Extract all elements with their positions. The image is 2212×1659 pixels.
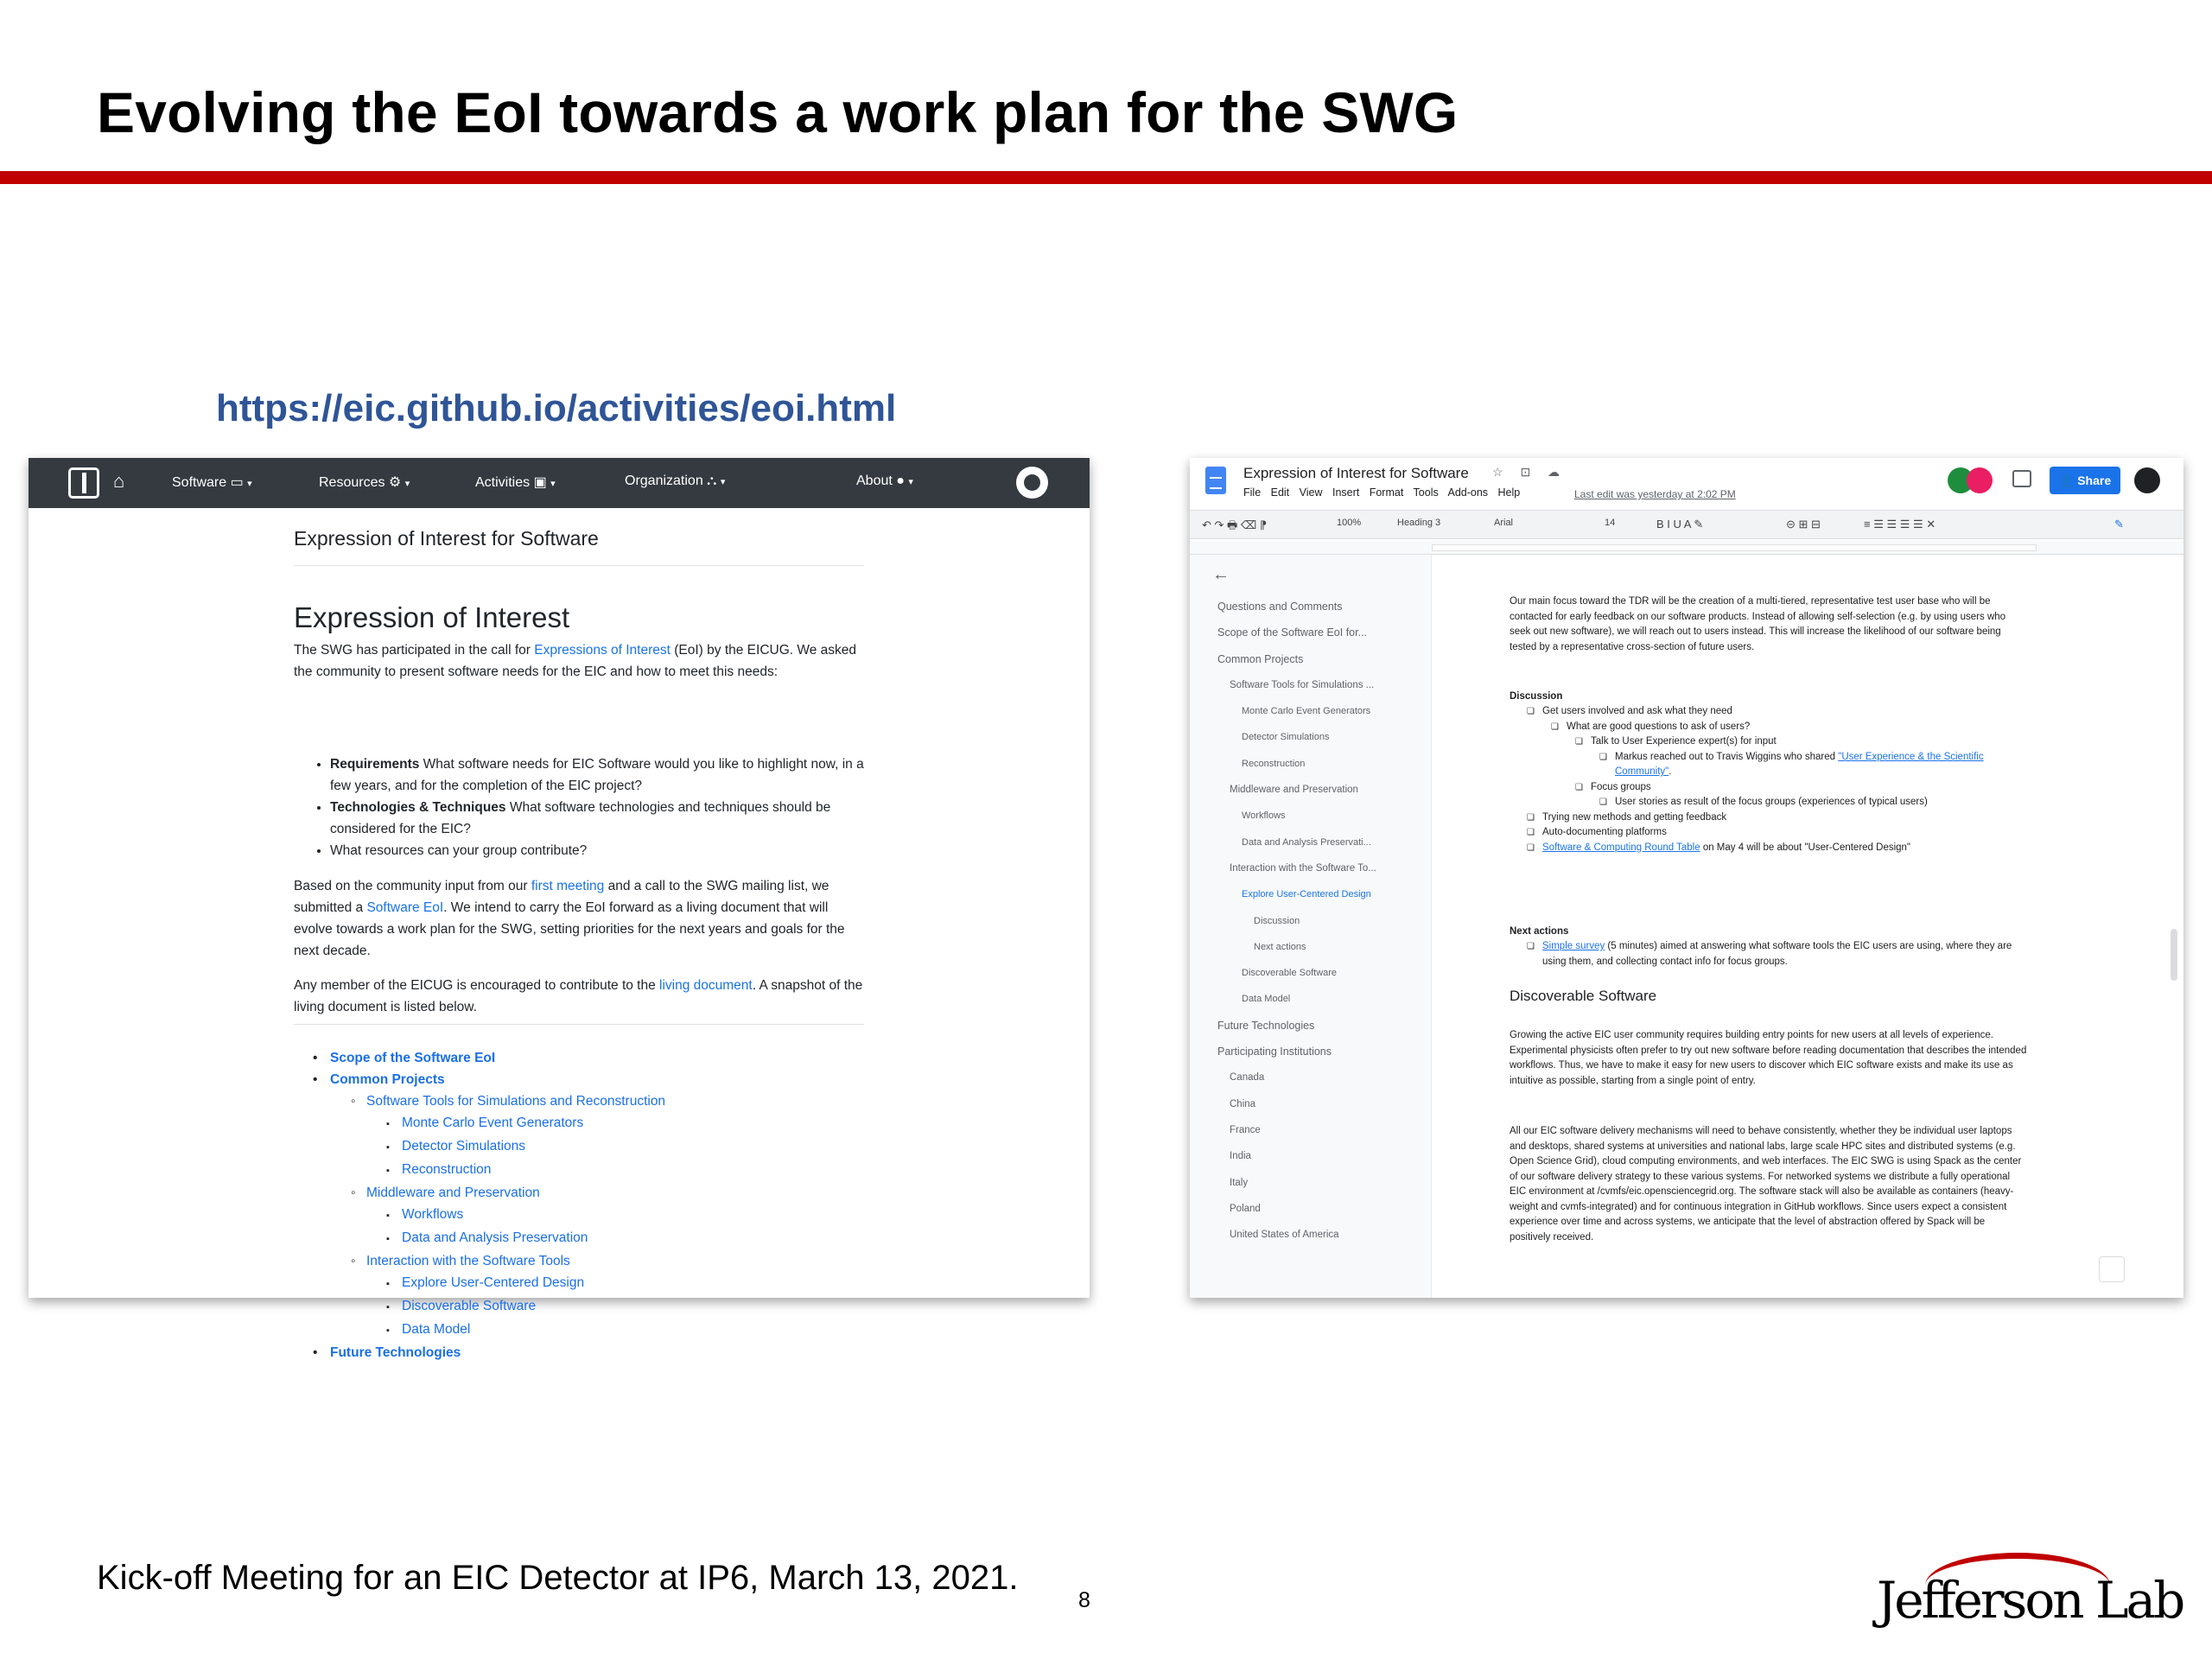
toc-item[interactable]: • Future Technologies — [330, 1342, 864, 1363]
document-outline — [1190, 555, 1432, 1298]
outline-item[interactable]: Data Model — [1242, 994, 1291, 1005]
insert-icons[interactable]: ⊝ ⊞ ⊟ — [1786, 518, 1821, 531]
toc-item[interactable]: • Common Projects — [330, 1069, 864, 1090]
outline-item[interactable]: Middleware and Preservation — [1230, 785, 1358, 796]
slide-title: Evolving the EoI towards a work plan for the SWG — [97, 80, 1459, 144]
outline-item[interactable]: Scope of the Software EoI for... — [1217, 626, 1368, 639]
home-icon[interactable]: ⌂ — [113, 470, 125, 492]
comment-icon[interactable] — [2012, 470, 2031, 487]
jefferson-lab-logo: Jefferson Lab — [1877, 1571, 2183, 1630]
google-doc-screenshot — [1190, 458, 2183, 1298]
outline-list — [1190, 594, 1432, 1248]
explore-icon[interactable] — [2099, 1256, 2125, 1282]
eoi-link[interactable]: Expressions of Interest — [534, 643, 671, 658]
contribute-paragraph: Any member of the EICUG is encouraged to contribute to the living document. A snapshot of the living document is listed below. — [294, 978, 863, 1014]
scrollbar-thumb[interactable] — [2171, 929, 2177, 981]
outline-item[interactable]: Workflows — [1242, 810, 1286, 822]
outline-item[interactable]: Questions and Comments — [1217, 601, 1343, 613]
website-screenshot — [29, 458, 1090, 1360]
intro-paragraph: Our main focus toward the TDR will be the creation of a multi-tiered, representative test user base who will be contacted for early feedback on our software products. Instead of allowing self-selection (e.g. by using users who seek out new software), we will reach out to users instead. This will increase the likelihood of our software being tested by a representative cross-section of future users. — [1510, 596, 2006, 652]
list-item: ❏ Simple survey (5 minutes) aimed at answering what software tools the EIC users are using, where they are using them, and collecting contact info for focus groups. — [1527, 939, 2028, 969]
font-size-field[interactable]: 14 — [1605, 518, 1616, 528]
divider — [294, 565, 864, 566]
align-list-icons[interactable]: ≡ ☰ ☰ ☰ ☰ ✕ — [1864, 518, 1936, 531]
outline-item[interactable]: Canada — [1230, 1072, 1265, 1084]
nav-resources[interactable]: Resources ⚙ ▾ — [319, 475, 410, 490]
back-arrow-icon[interactable]: ← — [1212, 565, 1230, 584]
toc-item[interactable]: ▪ Detector Simulations — [402, 1135, 864, 1159]
toc-item[interactable]: ▪ Data Model — [402, 1319, 864, 1342]
outline-item[interactable]: Software Tools for Simulations ... — [1230, 679, 1375, 690]
outline-item[interactable]: Explore User-Centered Design — [1242, 889, 1371, 900]
outline-item[interactable]: Poland — [1230, 1203, 1261, 1214]
outline-item[interactable]: China — [1230, 1098, 1256, 1109]
style-select[interactable]: Heading 3 — [1397, 518, 1441, 528]
page-heading: Expression of Interest for Software — [294, 527, 599, 550]
software-eoi-link[interactable]: Software EoI — [366, 900, 444, 915]
outline-item[interactable]: Common Projects — [1217, 652, 1304, 665]
divider — [294, 1024, 864, 1025]
toc-item[interactable]: ▪ Data and Analysis Preservation — [402, 1227, 864, 1250]
community-paragraph: Based on the community input from our first meeting and a call to the SWG mailing list, we submitted a Software EoI. We intend to carry the EoI forward as a living document that will evolve towards a work plan for the SWG, setting priorities for the next years and goals for the next decade. — [294, 879, 845, 958]
outline-item[interactable]: Next actions — [1254, 941, 1306, 952]
outline-item[interactable]: Reconstruction — [1242, 758, 1306, 769]
nav-activities[interactable]: Activities ▣ ▾ — [475, 475, 556, 490]
list-item: • Requirements What software needs for EIC Software would you like to highlight now, in a few years, and for the completion of the EIC project? — [330, 753, 864, 797]
zoom-select[interactable]: 100% — [1337, 518, 1362, 528]
doc-menu-bar[interactable]: File Edit View Insert Format Tools Add-ons Help — [1243, 486, 1521, 499]
growing-paragraph: Growing the active EIC user community requires building entry points for new users at all levels of experience. Experimental physicists often prefer to try out new software before reading documentation that describes the intended workflows. Thus, we have to make it easy for new users to discover which EIC software exists and make its use as intuitive as possible, starting from a single point of entry. — [1510, 1030, 2027, 1086]
discoverable-software-heading: Discoverable Software — [1510, 988, 1657, 1004]
doc-toolbar — [1190, 510, 2183, 539]
format-icons[interactable]: B I U A ✎ — [1656, 518, 1704, 531]
list-item: • What resources can your group contribute? — [330, 840, 864, 861]
star-move-cloud-icons[interactable]: ☆ ⊡ ☁ — [1492, 465, 1567, 479]
toc-item[interactable]: ◦ Middleware and Preservation — [366, 1182, 864, 1204]
discussion-heading: Discussion — [1510, 691, 1563, 702]
eoi-url-link[interactable]: https://eic.github.io/activities/eoi.html — [216, 387, 897, 429]
delivery-paragraph: All our EIC software delivery mechanisms will need to behave consistently, whether they be individual user laptops and desktops, shared systems at universities and national labs, large scale HPC sites and distributed systems (e.g. Open Science Grid), cloud computing environments, and web interfaces. The EIC SWG is using Spack as the center of our software delivery strategy to these various systems. For networked systems we distribute a fully operational EIC environment at /cvmfs/eic.opensciencegrid.org. The software stack will also be available as containers (heavy-weight and cvmfs-integrated) and for continuous integration in GitHub workflows. Since users expect a consistent experience over time and across systems, we anticipate that the level of abstraction offered by Spack will be positively received. — [1510, 1126, 2022, 1243]
outline-item[interactable]: Data and Analysis Preservati... — [1242, 836, 1371, 848]
outline-item[interactable]: Monte Carlo Event Generators — [1242, 706, 1371, 717]
outline-item[interactable]: India — [1230, 1151, 1251, 1162]
website-navbar — [29, 458, 1090, 508]
ux-scientific-community-link[interactable]: "User Experience & the Scientific Community" — [1615, 751, 1984, 777]
list-item: ❏ What are good questions to ask of users? — [1551, 720, 2028, 735]
list-item: • Technologies & Techniques What software technologies and techniques should be considered for the EIC? — [330, 797, 864, 840]
list-item: ❏ Auto-documenting platforms — [1527, 825, 2028, 841]
outline-item[interactable]: Italy — [1230, 1177, 1249, 1188]
list-item: ❏ Talk to User Experience expert(s) for input — [1575, 734, 2028, 750]
share-button[interactable]: 👤 Share — [2050, 467, 2120, 494]
page-number: 8 — [1078, 1588, 1090, 1612]
discussion-list — [1510, 704, 2028, 855]
nav-organization[interactable]: Organization ⛬ ▾ — [625, 474, 726, 488]
living-document-link[interactable]: living document — [659, 978, 753, 993]
first-meeting-link[interactable]: first meeting — [531, 879, 605, 893]
outline-item[interactable]: United States of America — [1230, 1230, 1339, 1241]
github-icon[interactable] — [1016, 467, 1048, 499]
table-of-contents — [294, 1047, 864, 1363]
toc-item[interactable]: ▪ Reconstruction — [402, 1159, 864, 1182]
simple-survey-link[interactable]: Simple survey — [1542, 941, 1605, 951]
eic-logo-icon[interactable] — [68, 467, 99, 499]
list-item: ❏ Markus reached out to Travis Wiggins who shared "User Experience & the Scientific Community". — [1599, 750, 2028, 780]
footer-meeting-text: Kick-off Meeting for an EIC Detector at IP6, March 13, 2021. — [97, 1559, 1019, 1597]
toc-item[interactable]: ◦ Software Tools for Simulations and Reconstruction — [366, 1090, 864, 1112]
outline-item[interactable]: Future Technologies — [1217, 1019, 1315, 1032]
outline-item[interactable]: Interaction with the Software To... — [1230, 862, 1376, 874]
intro-paragraph: The SWG has participated in the call for Expressions of Interest (EoI) by the EICUG. We asked the community to present software needs for the EIC and how to meet this needs: — [294, 643, 857, 679]
last-edit-link[interactable]: Last edit was yesterday at 2:02 PM — [1574, 488, 1736, 500]
docs-icon[interactable] — [1205, 467, 1226, 494]
outline-item[interactable]: Participating Institutions — [1217, 1046, 1332, 1058]
section-heading: Expression of Interest — [294, 601, 570, 633]
toc-item[interactable]: ▪ Explore User-Centered Design — [402, 1272, 864, 1295]
toc-item[interactable]: ▪ Workflows — [402, 1204, 864, 1227]
font-select[interactable]: Arial — [1494, 518, 1514, 528]
round-table-link[interactable]: Software & Computing Round Table — [1542, 842, 1700, 853]
outline-item[interactable]: Detector Simulations — [1242, 732, 1330, 743]
nav-about[interactable]: About ● ▾ — [856, 474, 913, 488]
doc-title[interactable]: Expression of Interest for Software — [1243, 465, 1469, 481]
outline-item[interactable]: Discoverable Software — [1242, 968, 1338, 979]
outline-item[interactable]: Discussion — [1254, 915, 1300, 926]
toc-item[interactable]: ▪ Discoverable Software — [402, 1295, 864, 1319]
nav-software[interactable]: Software ▭ ▾ — [172, 475, 252, 490]
questions-list — [294, 753, 864, 861]
list-item: ❏ Trying new methods and getting feedback — [1527, 810, 2028, 826]
list-item: ❏ Focus groups — [1575, 780, 2028, 796]
next-actions-heading: Next actions — [1510, 926, 1569, 937]
editing-mode-icon[interactable]: ✎ — [2114, 518, 2124, 531]
next-actions-list — [1510, 939, 2028, 969]
account-avatar[interactable] — [2134, 467, 2160, 493]
undo-redo-print-icons[interactable]: ↶ ↷ 🖶 ⌫ ⁋ — [1202, 518, 1268, 531]
title-divider — [0, 171, 2212, 184]
outline-item[interactable]: France — [1230, 1124, 1261, 1135]
ruler-scale — [1432, 544, 2037, 551]
toc-item[interactable]: ◦ Interaction with the Software Tools — [366, 1250, 864, 1272]
list-item: ❏ Get users involved and ask what they need — [1527, 704, 2028, 720]
list-item: ❏ Software & Computing Round Table on May 4 will be about "User-Centered Design" — [1527, 841, 2028, 856]
toc-item[interactable]: • Scope of the Software EoI — [330, 1047, 864, 1069]
toc-item[interactable]: ▪ Monte Carlo Event Generators — [402, 1112, 864, 1135]
list-item: ❏ User stories as result of the focus groups (experiences of typical users) — [1599, 795, 2028, 810]
collaborator-avatars[interactable] — [1948, 467, 1994, 493]
